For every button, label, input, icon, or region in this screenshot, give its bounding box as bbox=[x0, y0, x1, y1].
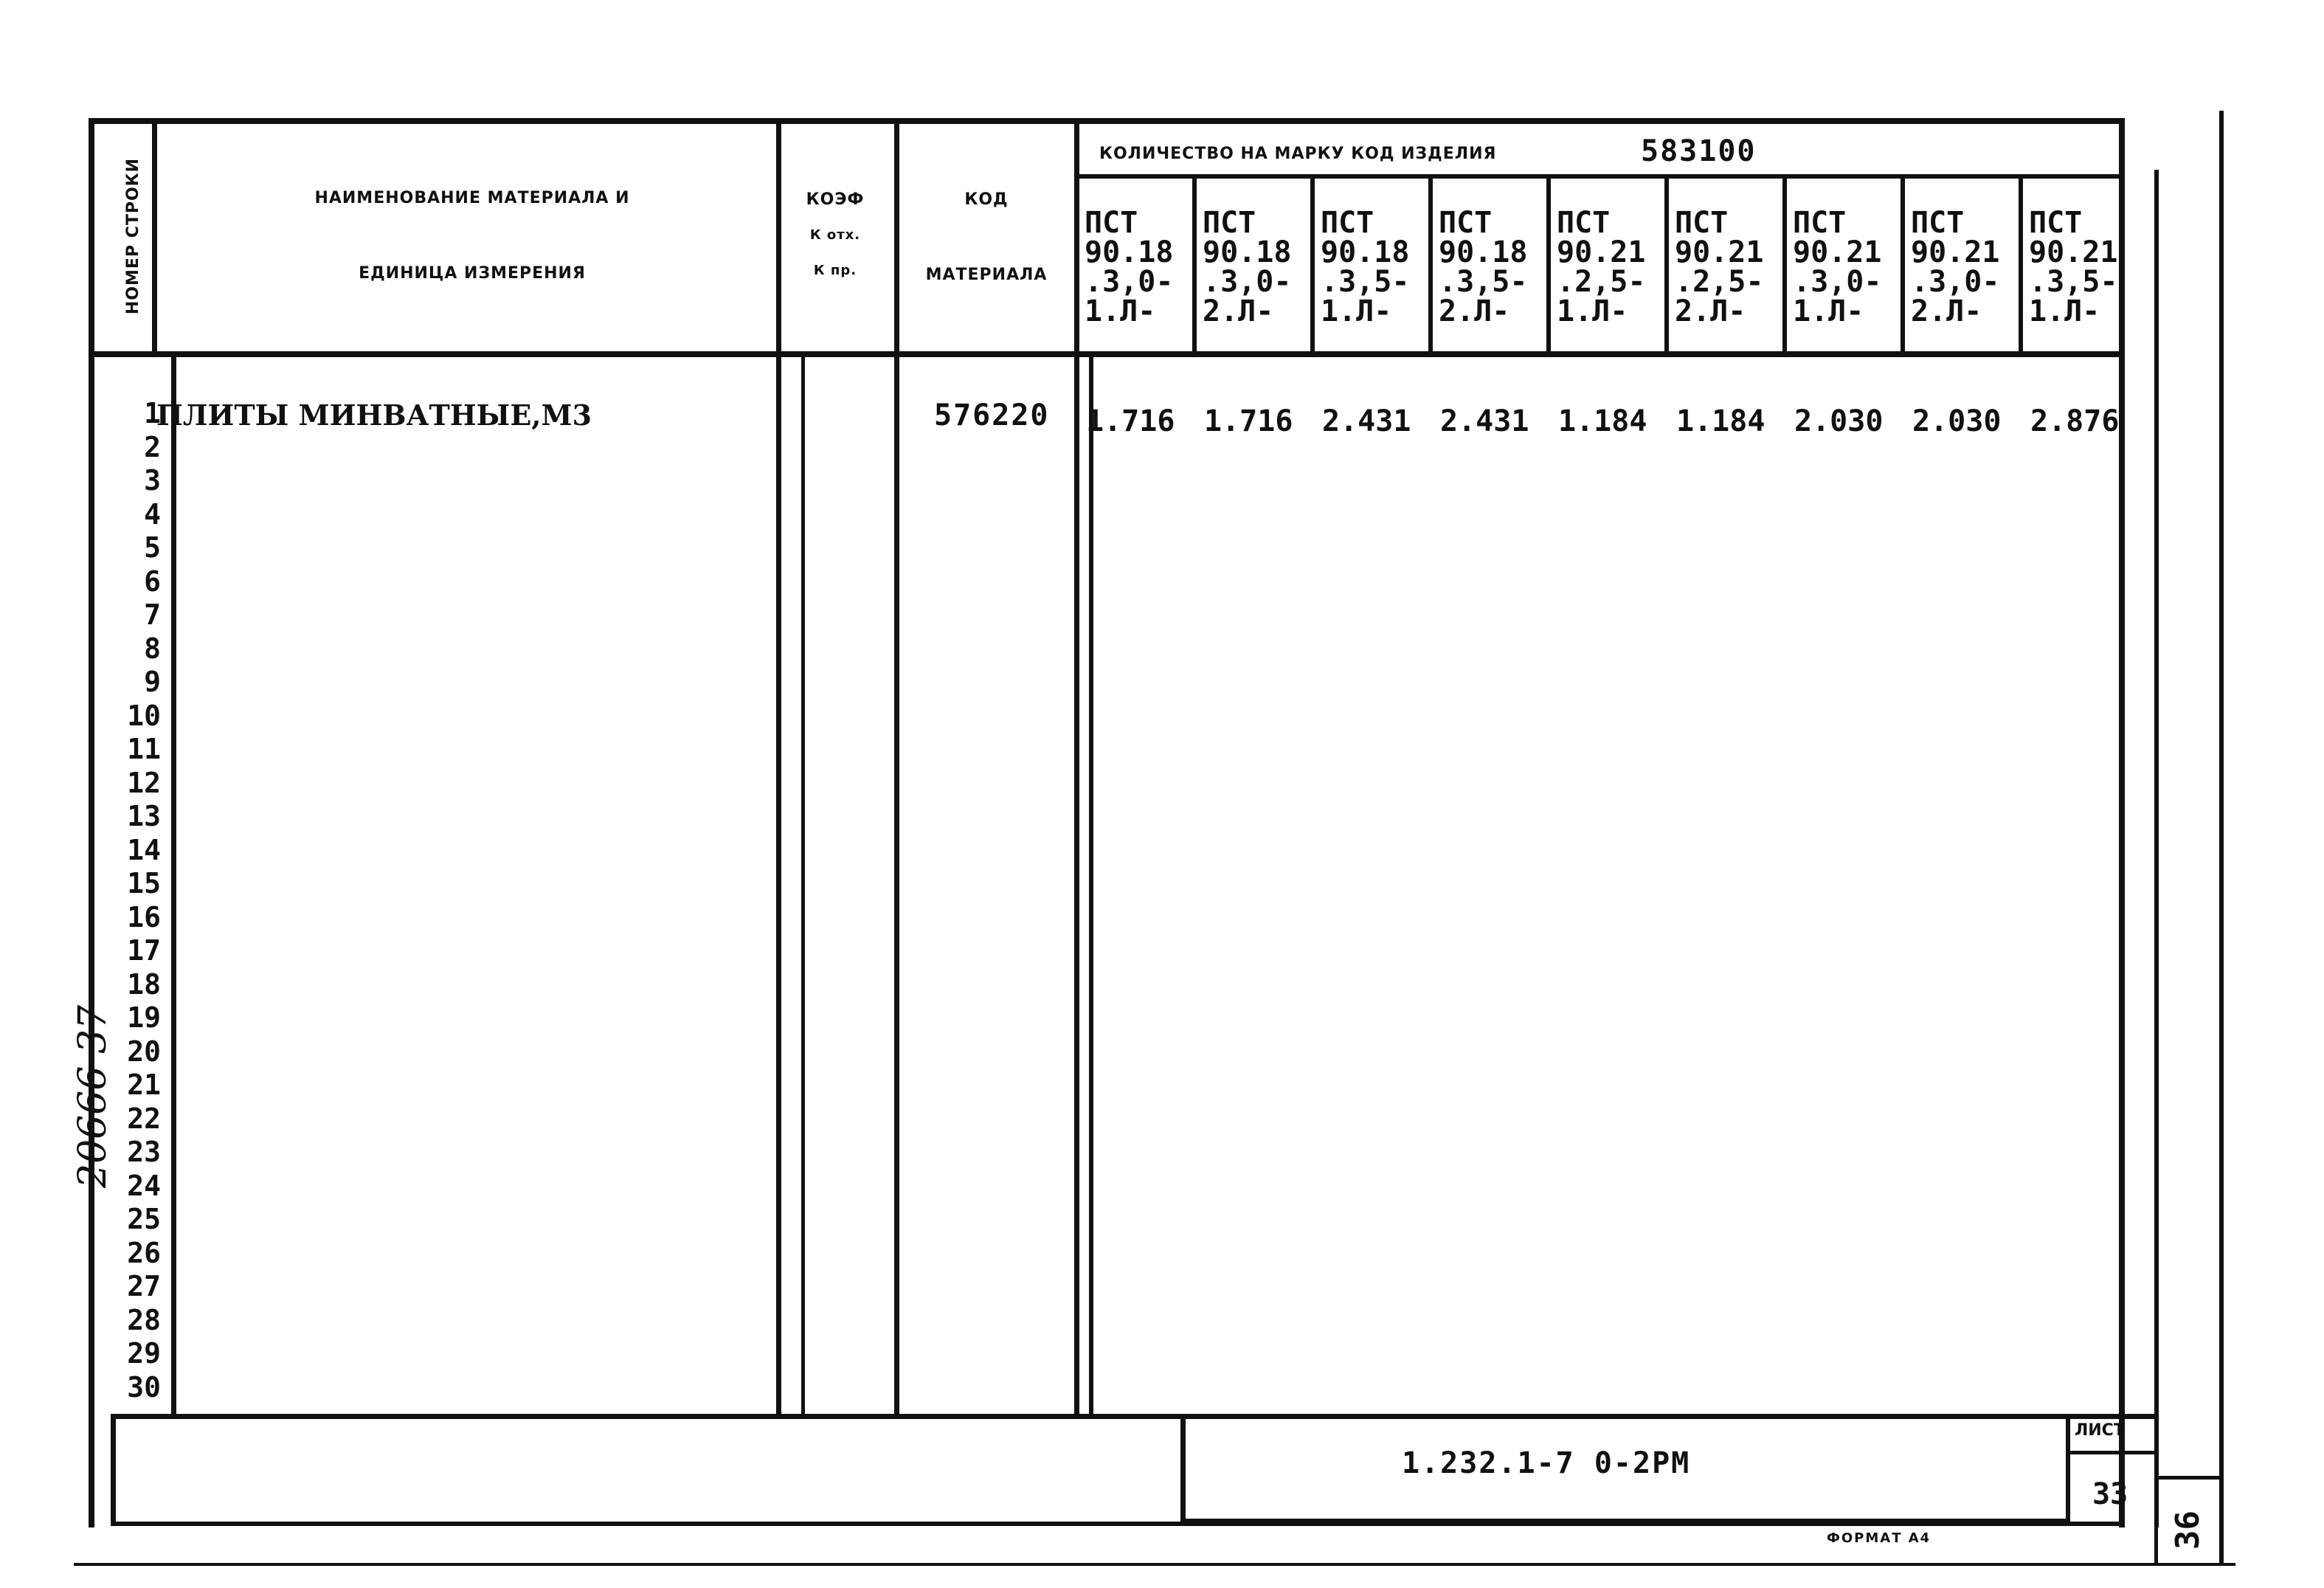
row-number: 3 bbox=[144, 464, 161, 497]
frame-top bbox=[89, 118, 2125, 124]
footer-format-rule bbox=[1185, 1519, 2070, 1522]
product-col-divider-2 bbox=[1310, 177, 1315, 354]
row-number: 15 bbox=[127, 867, 161, 900]
row-number: 27 bbox=[127, 1270, 161, 1302]
row-number-label: НОМЕР СТРОКИ bbox=[124, 157, 142, 315]
col-divider-code bbox=[894, 118, 899, 1417]
quantity-value: 1.716 bbox=[1204, 404, 1293, 438]
product-column-header: ПСТ 90.21 .2,5- 1.Л- bbox=[1557, 206, 1646, 328]
row-number: 12 bbox=[127, 766, 161, 799]
footer-divider-sheet bbox=[2066, 1414, 2070, 1525]
row-number: 18 bbox=[127, 967, 161, 1001]
document-code: 1.232.1-7 0-2РМ bbox=[1402, 1446, 1691, 1480]
col-divider-values bbox=[1074, 118, 1079, 1417]
sheet-number: 33 bbox=[2092, 1477, 2128, 1511]
row-number: 29 bbox=[127, 1337, 161, 1370]
page-number: 36 bbox=[2169, 1511, 2207, 1550]
product-col-divider-7 bbox=[1901, 177, 1905, 354]
quantity-value: 1.184 bbox=[1676, 404, 1766, 438]
quantity-value: 1.716 bbox=[1086, 404, 1175, 438]
material-name: ПЛИТЫ МИНВАТНЫЕ,М3 bbox=[156, 398, 592, 432]
coef-label-3: К пр. bbox=[813, 263, 857, 278]
quantity-value: 2.431 bbox=[1322, 404, 1411, 438]
material-code-label-2: МАТЕРИАЛА bbox=[925, 266, 1048, 284]
product-column-header: ПСТ 90.21 .2,5- 2.Л- bbox=[1675, 206, 1764, 328]
quantity-value: 2.876 bbox=[2030, 404, 2120, 438]
footer-divider-code bbox=[1180, 1414, 1186, 1525]
product-col-divider-4 bbox=[1546, 177, 1551, 354]
row-number: 21 bbox=[127, 1069, 161, 1101]
row-number: 16 bbox=[127, 900, 161, 933]
product-column-header: ПСТ 90.18 .3,0- 1.Л- bbox=[1085, 206, 1174, 328]
material-name-label-1: НАИМЕНОВАНИЕ МАТЕРИАЛА И bbox=[314, 189, 630, 207]
product-col-divider-3 bbox=[1428, 177, 1433, 354]
margin-note: 20666 37 bbox=[71, 1004, 115, 1188]
col-divider-rownum bbox=[152, 118, 157, 354]
quantity-header-rule bbox=[1077, 174, 2125, 179]
row-number: 22 bbox=[127, 1102, 161, 1135]
coef-label-2: К отх. bbox=[809, 227, 861, 243]
quantity-value: 2.431 bbox=[1440, 404, 1529, 438]
footer-sheet-rule bbox=[2066, 1451, 2157, 1454]
product-column-header: ПСТ 90.21 .3,0- 1.Л- bbox=[1793, 206, 1882, 328]
product-column-header: ПСТ 90.18 .3,0- 2.Л- bbox=[1203, 206, 1292, 328]
row-number: 20 bbox=[127, 1035, 161, 1068]
row-number: 5 bbox=[144, 531, 161, 564]
row-number: 25 bbox=[127, 1203, 161, 1235]
page-number-box-top bbox=[2154, 1476, 2224, 1480]
row-number: 10 bbox=[127, 699, 161, 732]
row-number: 7 bbox=[144, 598, 161, 631]
row-number: 19 bbox=[127, 1001, 161, 1034]
material-name-label-2: ЕДИНИЦА ИЗМЕРЕНИЯ bbox=[359, 264, 586, 283]
row-number: 2 bbox=[144, 430, 161, 463]
outer-bottom-rule bbox=[74, 1563, 2235, 1566]
row-number: 9 bbox=[144, 666, 161, 698]
row-number: 17 bbox=[127, 934, 161, 967]
product-column-header: ПСТ 90.18 .3,5- 1.Л- bbox=[1321, 206, 1410, 328]
col-divider-rownum-body bbox=[171, 354, 176, 1417]
row-number: 26 bbox=[127, 1236, 161, 1269]
col-divider-coef-inner bbox=[801, 354, 805, 1417]
footer-left-rule bbox=[111, 1414, 116, 1525]
product-column-header: ПСТ 90.18 .3,5- 2.Л- bbox=[1439, 206, 1528, 328]
material-code: 576220 bbox=[934, 398, 1050, 432]
product-col-divider-6 bbox=[1782, 177, 1787, 354]
row-number: 23 bbox=[127, 1136, 161, 1168]
footer-top-rule bbox=[111, 1414, 2154, 1419]
quantity-label: КОЛИЧЕСТВО НА МАРКУ КОД ИЗДЕЛИЯ bbox=[1099, 145, 1497, 163]
outer-right-rule bbox=[2219, 111, 2224, 1564]
row-number: 28 bbox=[127, 1303, 161, 1336]
col-divider-coef bbox=[776, 118, 781, 1417]
row-number: 4 bbox=[144, 497, 161, 531]
frame-bottom bbox=[111, 1522, 2125, 1526]
row-number: 24 bbox=[127, 1169, 161, 1202]
quantity-value: 1.184 bbox=[1558, 404, 1647, 438]
product-column-header: ПСТ 90.21 .3,0- 2.Л- bbox=[1911, 206, 2000, 328]
product-col-divider-1 bbox=[1192, 177, 1197, 354]
product-code: 583100 bbox=[1641, 134, 1757, 168]
row-number: 6 bbox=[144, 565, 161, 598]
material-code-label-1: КОД bbox=[964, 190, 1009, 209]
row-number: 30 bbox=[127, 1370, 161, 1404]
header-bottom-rule bbox=[89, 351, 2125, 357]
product-col-divider-8 bbox=[2019, 177, 2023, 354]
format-label: ФОРМАТ А4 bbox=[1827, 1530, 1932, 1546]
row-number: 8 bbox=[144, 632, 161, 665]
frame-left bbox=[89, 118, 94, 1527]
row-number: 1 bbox=[144, 397, 161, 429]
row-number: 13 bbox=[127, 800, 161, 832]
product-column-header: ПСТ 90.21 .3,5- 1.Л- bbox=[2029, 206, 2118, 328]
row-number: 14 bbox=[127, 833, 161, 866]
quantity-value: 2.030 bbox=[1912, 404, 2002, 438]
quantity-value: 2.030 bbox=[1794, 404, 1884, 438]
product-col-divider-5 bbox=[1664, 177, 1669, 354]
col-divider-values-inner bbox=[1089, 354, 1093, 1417]
sheet-label: ЛИСТ bbox=[2075, 1421, 2125, 1440]
frame-right-outer bbox=[2154, 170, 2159, 1527]
coef-label-1: КОЭФ bbox=[806, 190, 865, 209]
frame-right bbox=[2119, 118, 2125, 1527]
row-number: 11 bbox=[127, 733, 161, 765]
